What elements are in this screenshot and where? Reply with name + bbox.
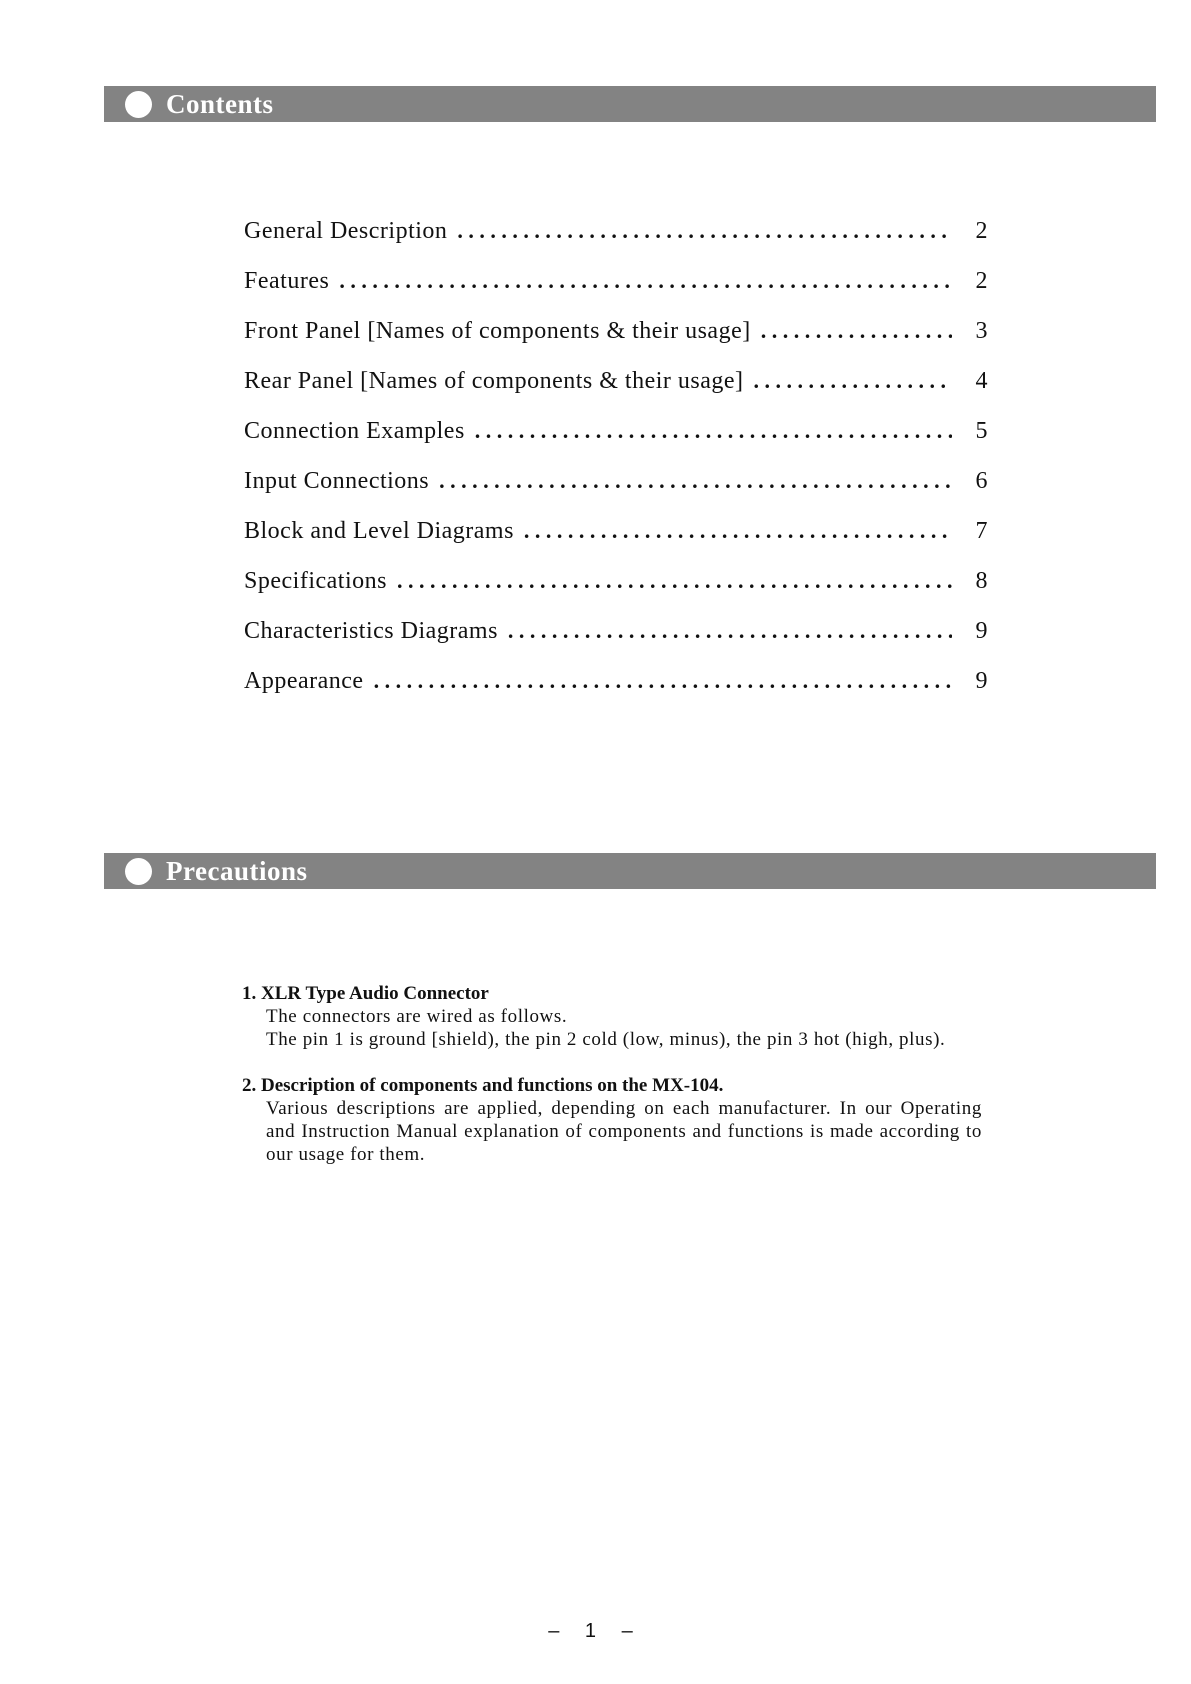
precaution-text: The pin 1 is ground [shield), the pin 2 cold (low, minus), the pin 3 hot (high, plus). bbox=[266, 1029, 946, 1050]
dot-leader bbox=[475, 418, 952, 444]
toc-entry[interactable] bbox=[244, 218, 988, 268]
toc-entry-label: Block and Level Diagrams bbox=[244, 518, 514, 544]
toc-entry-label: Input Connections bbox=[244, 468, 430, 494]
toc-entry[interactable] bbox=[244, 268, 988, 318]
precautions-header-bar bbox=[104, 853, 1156, 889]
dot-leader bbox=[761, 318, 952, 344]
toc-entry[interactable] bbox=[244, 518, 988, 568]
toc-entry[interactable] bbox=[244, 618, 988, 668]
precaution-item bbox=[242, 982, 982, 1051]
bullet-circle-icon bbox=[125, 91, 152, 118]
toc-entry[interactable] bbox=[244, 568, 988, 618]
toc-entry-page: 9 bbox=[975, 618, 988, 644]
dot-leader bbox=[374, 668, 952, 694]
toc-entry-label: Appearance bbox=[244, 668, 364, 694]
toc-entry-page: 4 bbox=[975, 368, 988, 394]
dot-leader bbox=[524, 518, 952, 544]
precautions-title: Precautions bbox=[166, 856, 308, 886]
toc-entry-page: 6 bbox=[975, 468, 988, 494]
toc-entry-label: Specifications bbox=[244, 568, 387, 594]
precautions-list bbox=[242, 982, 982, 1189]
toc-entry[interactable] bbox=[244, 468, 988, 518]
toc-entry-page: 3 bbox=[975, 318, 988, 344]
dot-leader bbox=[339, 268, 952, 294]
precaution-text: Various descriptions are applied, depending on each manufacturer. In our Operating and Instruction Manual explanation of components and functions is made according to our usage for them. bbox=[266, 1098, 982, 1165]
toc-entry-page: 8 bbox=[975, 568, 988, 594]
toc-entry-page: 2 bbox=[975, 218, 988, 244]
precaution-item bbox=[242, 1074, 982, 1166]
dot-leader bbox=[397, 568, 952, 594]
precaution-body bbox=[242, 1005, 982, 1051]
contents-title: Contents bbox=[166, 89, 274, 119]
contents-header-bar bbox=[104, 86, 1156, 122]
dot-leader bbox=[754, 368, 952, 394]
toc-entry[interactable] bbox=[244, 318, 988, 368]
table-of-contents bbox=[244, 218, 988, 718]
toc-entry-label: Features bbox=[244, 268, 330, 294]
toc-entry-page: 9 bbox=[975, 668, 988, 694]
page-number: – 1 – bbox=[548, 1620, 643, 1642]
precaution-heading: 1. XLR Type Audio Connector bbox=[242, 983, 489, 1004]
bullet-circle-icon bbox=[125, 858, 152, 885]
dot-leader bbox=[457, 218, 952, 244]
toc-entry-page: 2 bbox=[975, 268, 988, 294]
dot-leader bbox=[508, 618, 952, 644]
precaution-heading: 2. Description of components and functions on the MX-104. bbox=[242, 1075, 724, 1096]
toc-entry[interactable] bbox=[244, 418, 988, 468]
toc-entry-label: Rear Panel [Names of components & their usage] bbox=[244, 368, 744, 394]
toc-entry-page: 7 bbox=[975, 518, 988, 544]
toc-entry-label: Connection Examples bbox=[244, 418, 465, 444]
toc-entry[interactable] bbox=[244, 368, 988, 418]
toc-entry-label: Characteristics Diagrams bbox=[244, 618, 498, 644]
toc-entry-label: Front Panel [Names of components & their usage] bbox=[244, 318, 751, 344]
precaution-text: The connectors are wired as follows. bbox=[266, 1006, 568, 1027]
toc-entry[interactable] bbox=[244, 668, 988, 718]
toc-entry-label: General Description bbox=[244, 218, 448, 244]
toc-entry-page: 5 bbox=[975, 418, 988, 444]
dot-leader bbox=[439, 468, 952, 494]
precaution-body bbox=[242, 1097, 982, 1166]
